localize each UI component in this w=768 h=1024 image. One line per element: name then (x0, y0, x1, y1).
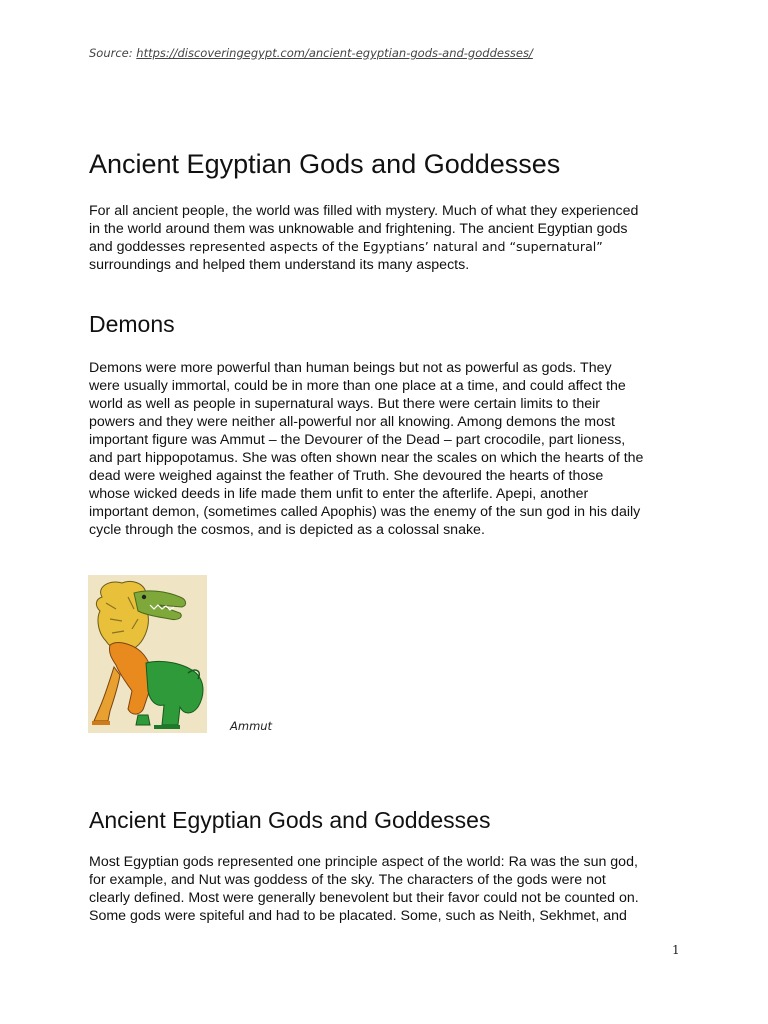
intro-line-2: in the world around them was unknowable and frightening. The ancient Egyptian gods (89, 221, 628, 237)
gods-line-4: Some gods were spiteful and had to be placated. Some, such as Neith, Sekhmet, and (89, 908, 627, 924)
source-label: Source: (89, 46, 137, 60)
demons-line-3: world as well as people in supernatural ways. But there were certain limits to their (89, 396, 600, 412)
demons-line-1: Demons were more powerful than human beings but not as powerful as gods. They (89, 360, 612, 376)
intro-line-4: surroundings and helped them understand its many aspects. (89, 257, 470, 273)
demons-line-2: were usually immortal, could be in more than one place at a time, and could affect the (89, 378, 626, 394)
intro-line-3-end: represented aspects of the Egyptians’ natural and “supernatural” (189, 239, 603, 254)
intro-paragraph (89, 202, 689, 274)
intro-line-3 (89, 238, 689, 256)
gods-line-1: Most Egyptian gods represented one principle aspect of the world: Ra was the sun god, (89, 854, 638, 870)
gods-heading: Ancient Egyptian Gods and Goddesses (89, 807, 491, 833)
demons-heading: Demons (89, 311, 175, 337)
demons-line-4: powers and they were neither all-powerful nor all knowing. Among demons the most (89, 414, 616, 430)
intro-line-3-start: and goddesses (89, 239, 190, 255)
demons-line-7: dead were weighed against the feather of Truth. She devoured the hearts of those (89, 468, 604, 484)
intro-line-1: For all ancient people, the world was filled with mystery. Much of what they experienced (89, 203, 639, 219)
demons-line-9: important demon, (sometimes called Apophis) was the enemy of the sun god in his daily (89, 504, 641, 520)
gods-paragraph (89, 853, 689, 925)
page-number: 1 (672, 943, 680, 957)
figure-caption: Ammut (230, 719, 273, 733)
gods-line-3: clearly defined. Most were generally benevolent but their favor could not be counted on. (89, 890, 639, 906)
ammut-hippo-body (146, 661, 203, 725)
gods-line-2: for example, and Nut was goddess of the sky. The characters of the gods were not (89, 872, 606, 888)
source-citation (89, 46, 533, 60)
demons-line-8: whose wicked deeds in life made them unfit to enter the afterlife. Apepi, another (89, 486, 589, 502)
demons-paragraph (89, 359, 689, 539)
demons-line-5: important figure was Ammut – the Devourer of the Dead – part crocodile, part lioness, (89, 432, 626, 448)
page-title: Ancient Egyptian Gods and Goddesses (89, 149, 561, 179)
demons-line-10: cycle through the cosmos, and is depicted as a colossal snake. (89, 522, 485, 538)
demons-line-6: and part hippopotamus. She was often shown near the scales on which the hearts of the (89, 450, 644, 466)
ammut-illustration (88, 575, 207, 733)
ammut-drawing (88, 575, 207, 733)
source-link[interactable]: https://discoveringegypt.com/ancient-egyptian-gods-and-goddesses/ (136, 46, 533, 60)
